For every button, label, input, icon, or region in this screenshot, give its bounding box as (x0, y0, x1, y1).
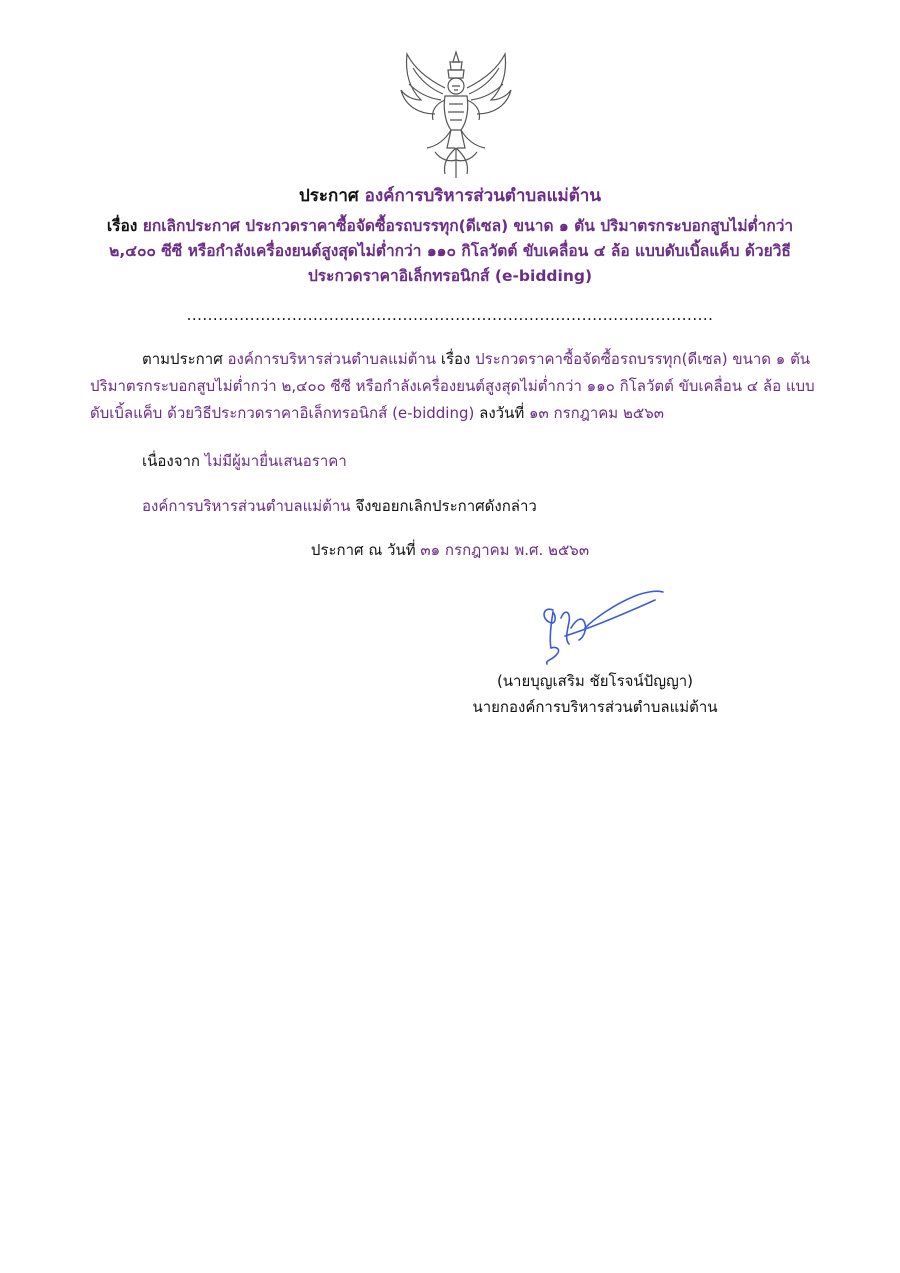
signer-title: นายกองค์การบริหารส่วนตำบลแม่ต้าน (472, 698, 718, 716)
p1-date-label: ลงวันที่ (479, 404, 525, 422)
divider-dots: .................................................................................................... (186, 306, 714, 324)
announce-date (90, 538, 810, 562)
paragraph-1-line-1 (90, 346, 825, 373)
p1-prefix: ตามประกาศ (142, 350, 223, 368)
p1-date: ๑๓ กรกฎาคม ๒๕๖๓ (529, 404, 664, 422)
subject-line-1 (90, 214, 810, 239)
p3-org: องค์การบริหารส่วนตำบลแม่ต้าน (142, 497, 351, 515)
announce-date-prefix: ประกาศ ณ วันที่ (310, 541, 416, 559)
p1-subject-label: เรื่อง (440, 350, 471, 368)
org-name: องค์การบริหารส่วนตำบลแม่ต้าน (364, 186, 601, 206)
signer-name: (นายบุญเสริม ชัยโรจน์ปัญญา) (496, 672, 694, 690)
subject-block (90, 214, 810, 289)
announcement-title (90, 184, 810, 208)
p1-org: องค์การบริหารส่วนตำบลแม่ต้าน (227, 350, 437, 368)
subject-text-3: ประกวดราคาอิเล็กทรอนิกส์ (e-bidding) (307, 267, 593, 285)
p3-text: จึงขอยกเลิกประกาศดังกล่าว (355, 497, 537, 515)
announce-label: ประกาศ (299, 186, 359, 206)
garuda-emblem (395, 48, 517, 180)
signature (535, 588, 675, 668)
paragraph-3 (90, 493, 825, 520)
p2-reason: ไม่มีผู้มายื่นเสนอราคา (204, 452, 347, 470)
subject-label: เรื่อง (106, 217, 138, 235)
paragraph-1 (90, 346, 825, 427)
paragraph-2 (90, 448, 825, 475)
p1-subject-1: ประกวดราคาซื้อจัดซื้อรถบรรทุก(ดีเซล) ขนาด ๑ ตัน (475, 350, 811, 368)
paragraph-1-line-3 (90, 400, 825, 427)
p2-prefix: เนื่องจาก (142, 452, 201, 470)
paragraph-3-line (90, 493, 825, 520)
subject-text-1: ยกเลิกประกาศ ประกวดราคาซื้อจัดซื้อรถบรรทุก(ดีเซล) ขนาด ๑ ตัน ปริมาตรกระบอกสูบไม่ต่ำกว่า (142, 217, 794, 235)
subject-text-2: ๒,๔๐๐ ซีซี หรือกำลังเครื่องยนต์สูงสุดไม่ต่ำกว่า ๑๑๐ กิโลวัตต์ ขับเคลื่อน ๔ ล้อ แบบดับเบิ้ลแค็บ ด้วยวิธี (109, 242, 791, 260)
p1-subject-3: ดับเบิ้ลแค็บ ด้วยวิธีประกวดราคาอิเล็กทรอนิกส์ (e-bidding) (90, 404, 475, 422)
paragraph-2-line (90, 448, 825, 475)
paragraph-1-line-2: ปริมาตรกระบอกสูบไม่ต่ำกว่า ๒,๔๐๐ ซีซี หรือกำลังเครื่องยนต์สูงสุดไม่ต่ำกว่า ๑๑๐ กิโลวัตต์ ขับเคลื่อน ๔ ล้อ แบบ (90, 377, 815, 395)
announce-date-value: ๓๑ กรกฎาคม พ.ศ. ๒๕๖๓ (420, 541, 590, 559)
